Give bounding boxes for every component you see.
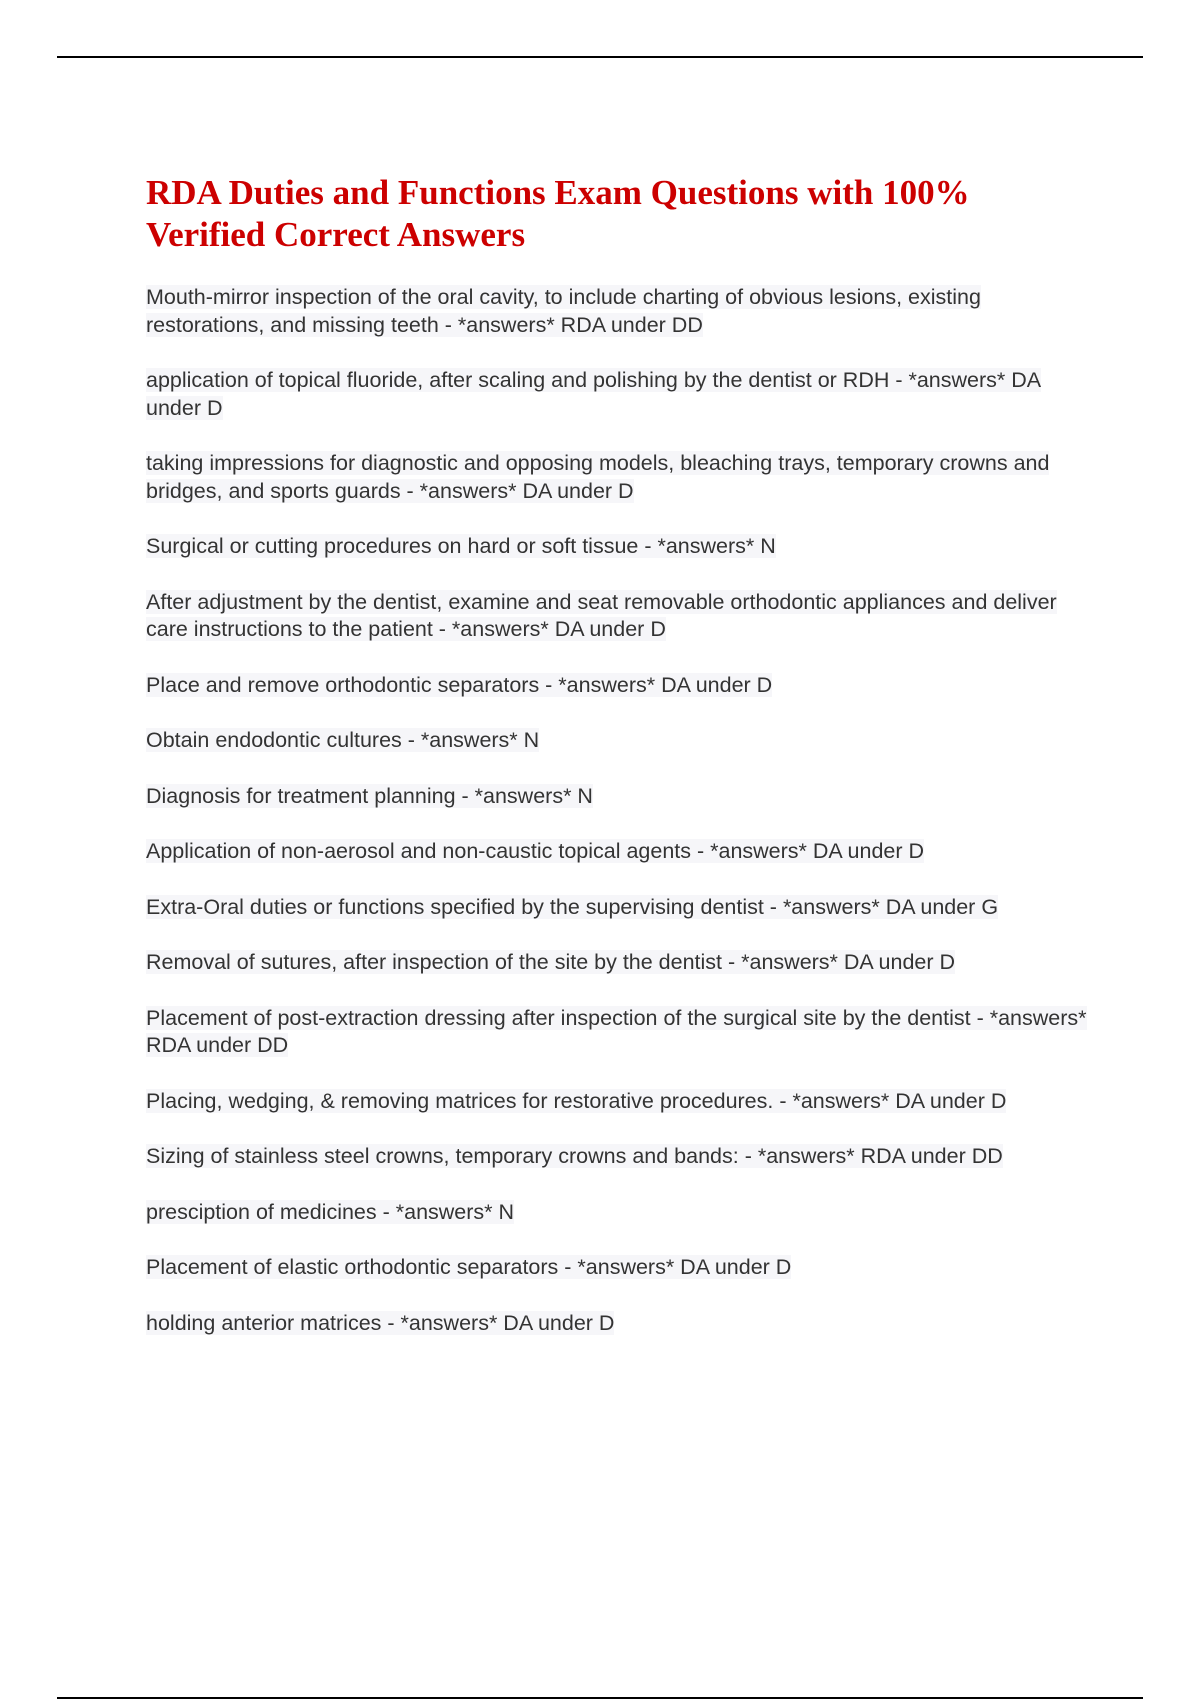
qa-item <box>146 894 1096 922</box>
qa-text: taking impressions for diagnostic and opposing models, bleaching trays, temporary crowns and bridges, and sports guards - *answers* DA under D <box>146 451 1050 503</box>
qa-item <box>146 1005 1096 1060</box>
qa-item <box>146 533 1096 561</box>
qa-text: Diagnosis for treatment planning - *answers* N <box>146 783 593 808</box>
qa-item <box>146 367 1096 422</box>
qa-list <box>146 284 1096 1337</box>
qa-item <box>146 1088 1096 1116</box>
qa-text: Sizing of stainless steel crowns, temporary crowns and bands: - *answers* RDA under DD <box>146 1144 1003 1168</box>
qa-text: Placement of elastic orthodontic separators - *answers* DA under D <box>146 1255 792 1279</box>
qa-item <box>146 949 1096 977</box>
document-title: RDA Duties and Functions Exam Questions with 100% Verified Correct Answers <box>146 173 970 254</box>
qa-text: Place and remove orthodontic separators - *answers* DA under D <box>146 672 773 697</box>
qa-item <box>146 1310 1096 1338</box>
qa-item <box>146 1199 1096 1227</box>
qa-text: Extra-Oral duties or functions specified by the supervising dentist - *answers* DA under G <box>146 894 999 919</box>
qa-text: Mouth-mirror inspection of the oral cavity, to include charting of obvious lesions, existing restorations, and missing teeth - *answers* RDA under DD <box>146 285 981 337</box>
top-rule <box>57 56 1143 58</box>
qa-text: Obtain endodontic cultures - *answers* N <box>146 728 540 752</box>
qa-text: After adjustment by the dentist, examine and seat removable orthodontic appliances and deliver care instructions to the patient - *answers* DA under D <box>146 589 1057 641</box>
qa-text: Surgical or cutting procedures on hard or soft tissue - *answers* N <box>146 534 776 558</box>
qa-text: holding anterior matrices - *answers* DA under D <box>146 1310 615 1335</box>
qa-item <box>146 783 1096 811</box>
qa-text: Placing, wedging, & removing matrices for restorative procedures. - *answers* DA under D <box>146 1088 1007 1113</box>
document-body <box>146 172 1096 1365</box>
qa-item <box>146 450 1096 505</box>
qa-text: application of topical fluoride, after scaling and polishing by the dentist or RDH - *answers* DA under D <box>146 368 1042 420</box>
qa-item <box>146 589 1096 644</box>
qa-text: Application of non-aerosol and non-caustic topical agents - *answers* DA under D <box>146 839 925 863</box>
qa-item <box>146 727 1096 755</box>
bottom-rule <box>57 1697 1143 1699</box>
qa-text: presciption of medicines - *answers* N <box>146 1199 515 1224</box>
qa-item <box>146 1254 1096 1282</box>
qa-text: Removal of sutures, after inspection of the site by the dentist - *answers* DA under D <box>146 950 956 974</box>
qa-item <box>146 284 1096 339</box>
qa-text: Placement of post-extraction dressing after inspection of the surgical site by the dentist - *answers* RDA under DD <box>146 1005 1087 1057</box>
qa-item <box>146 838 1096 866</box>
qa-item <box>146 672 1096 700</box>
qa-item <box>146 1143 1096 1171</box>
